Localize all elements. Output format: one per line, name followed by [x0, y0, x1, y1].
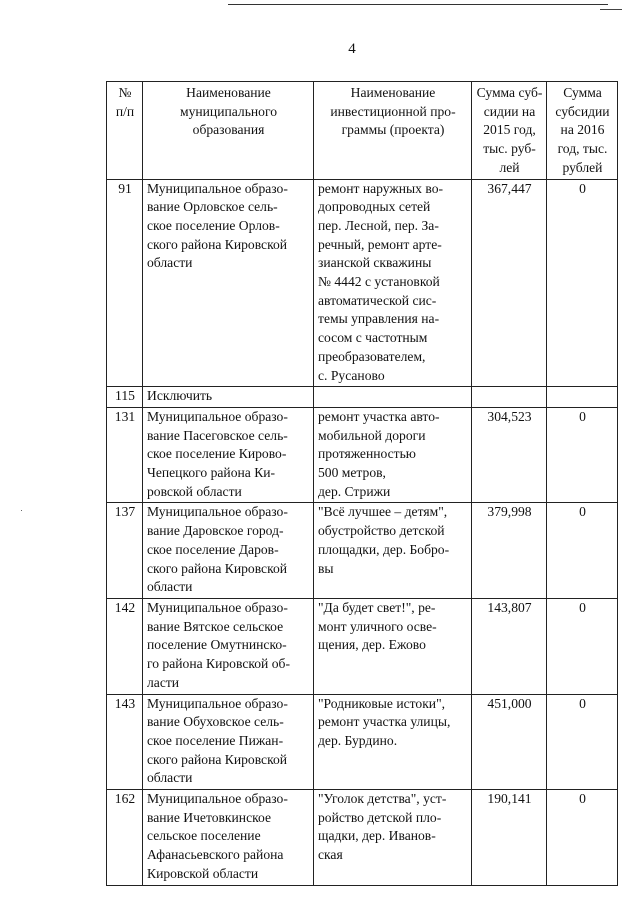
row-sum-2016: 0 — [547, 407, 618, 503]
row-number: 131 — [107, 407, 143, 503]
row-program: "Родниковые истоки", ремонт участка улицы, дер. Бурдино. — [314, 694, 472, 790]
row-number: 115 — [107, 387, 143, 408]
header-sum-2015: Сумма суб- сидии на 2015 год, тыс. руб- лей — [472, 82, 547, 180]
row-sum-2016: 0 — [547, 790, 618, 886]
row-municipality: Муниципальное образо- вание Ичетовкинское сельское поселение Афанасьевского района Кировской области — [143, 790, 314, 886]
table-header-row — [107, 82, 618, 180]
row-number: 91 — [107, 179, 143, 387]
row-sum-2016: 0 — [547, 179, 618, 387]
subsidy-table — [106, 81, 618, 886]
table-row — [107, 503, 618, 599]
row-municipality: Исключить — [143, 387, 314, 408]
row-sum-2015: 190,141 — [472, 790, 547, 886]
row-sum-2016: 0 — [547, 598, 618, 694]
row-sum-2016 — [547, 387, 618, 408]
table-row — [107, 790, 618, 886]
header-program: Наименование инвестиционной про- граммы (проекта) — [314, 82, 472, 180]
row-number: 143 — [107, 694, 143, 790]
row-program: "Уголок детства", уст- ройство детской пло- щадки, дер. Иванов- ская — [314, 790, 472, 886]
row-program: "Да будет свет!", ре- монт уличного осве- щения, дер. Ежово — [314, 598, 472, 694]
row-municipality: Муниципальное образо- вание Пасеговское сель- ское поселение Кирово- Чепецкого района Ки- ровской области — [143, 407, 314, 503]
table-row — [107, 179, 618, 387]
row-sum-2015: 143,807 — [472, 598, 547, 694]
page-number: 4 — [348, 41, 356, 57]
row-municipality: Муниципальное образо- вание Орловское сель- ское поселение Орлов- ского района Кировской области — [143, 179, 314, 387]
table-row — [107, 387, 618, 408]
header-municipality: Наименование муниципального образования — [143, 82, 314, 180]
row-program: "Всё лучшее – детям", обустройство детской площадки, дер. Бобро- вы — [314, 503, 472, 599]
header-number: № п/п — [107, 82, 143, 180]
row-sum-2015: 304,523 — [472, 407, 547, 503]
row-number: 142 — [107, 598, 143, 694]
margin-mark — [21, 510, 22, 511]
row-number: 162 — [107, 790, 143, 886]
row-sum-2015: 451,000 — [472, 694, 547, 790]
row-program — [314, 387, 472, 408]
top-rule-short — [600, 9, 622, 10]
top-rule — [228, 4, 608, 5]
row-sum-2016: 0 — [547, 694, 618, 790]
row-municipality: Муниципальное образо- вание Даровское город- ское поселение Даров- ского района Кировской области — [143, 503, 314, 599]
row-sum-2015: 379,998 — [472, 503, 547, 599]
header-sum-2016: Сумма субсидии на 2016 год, тыс. рублей — [547, 82, 618, 180]
row-program: ремонт наружных во- допроводных сетей пер. Лесной, пер. За- речный, ремонт арте- зианской скважины № 4442 с установкой автоматической сис- темы управления на- сосом с частотным преобразователем, с. Русаново — [314, 179, 472, 387]
table-row — [107, 694, 618, 790]
row-municipality: Муниципальное образо- вание Обуховское сель- ское поселение Пижан- ского района Кировской области — [143, 694, 314, 790]
table-row — [107, 598, 618, 694]
row-sum-2015: 367,447 — [472, 179, 547, 387]
table-row — [107, 407, 618, 503]
row-sum-2016: 0 — [547, 503, 618, 599]
row-sum-2015 — [472, 387, 547, 408]
row-municipality: Муниципальное образо- вание Вятское сельское поселение Омутнинско- го района Кировской об- ласти — [143, 598, 314, 694]
row-program: ремонт участка авто- мобильной дороги протяженностью 500 метров, дер. Стрижи — [314, 407, 472, 503]
row-number: 137 — [107, 503, 143, 599]
